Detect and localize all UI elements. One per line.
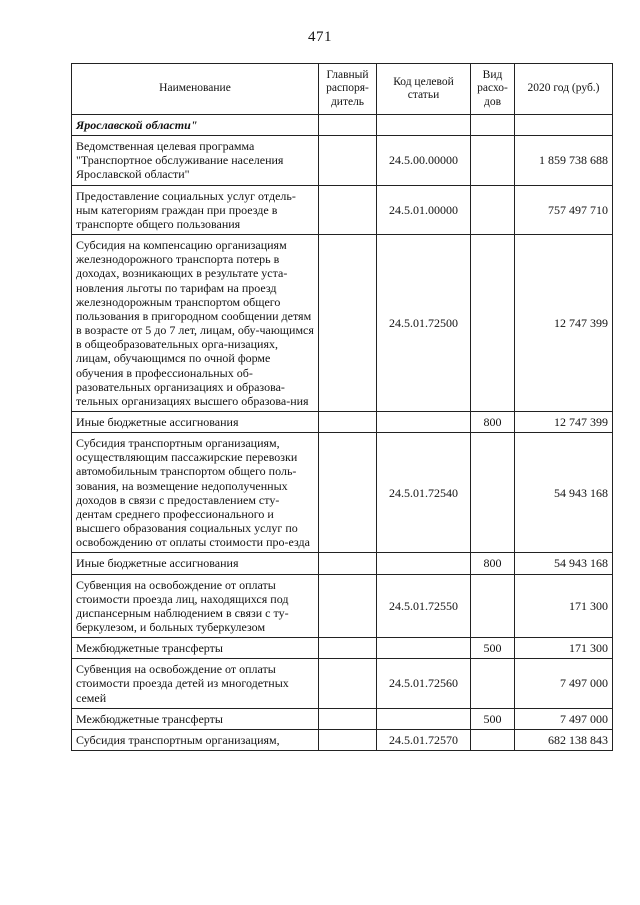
table-row [72, 659, 613, 708]
cell-name: Ведомственная целевая программа "Транспортное обслуживание населения Ярославской области" [72, 136, 319, 185]
cell-admin [319, 729, 377, 750]
cell-code: 24.5.01.72570 [377, 729, 471, 750]
cell-name: Межбюджетные трансферты [72, 708, 319, 729]
cell-kind [471, 136, 515, 185]
cell-name: Субвенция на освобождение от оплаты стоимости проезда лиц, находящихся под диспансерным наблюдением в связи с ту-беркулезом, и больных туберкулезом [72, 574, 319, 638]
table-row [72, 235, 613, 412]
cell-kind [471, 659, 515, 708]
table-row [72, 638, 613, 659]
cell-code [377, 553, 471, 574]
header-name: Наименование [72, 64, 319, 115]
table-row [72, 574, 613, 638]
cell-kind [471, 235, 515, 412]
cell-code: 24.5.01.72540 [377, 433, 471, 553]
cell-admin [319, 235, 377, 412]
cell-admin [319, 115, 377, 136]
cell-admin [319, 708, 377, 729]
header-code: Код целевой статьи [377, 64, 471, 115]
cell-name: Субсидия на компенсацию организациям железнодорожного транспорта потерь в доходах, возникающих в результате уста-новления льготы по тарифам на проезд железнодорожным транспортом общего пользования в пригородном сообщении детям в возрасте от 5 до 7 лет, лицам, обу-чающимся в общеобразовательных орга-низациях, лицам, обучающимся по очной форме обучения в профессиональных об-разовательных организациях и образова-тельных организациях высшего образова-ния [72, 235, 319, 412]
cell-admin [319, 638, 377, 659]
cell-code [377, 115, 471, 136]
cell-name: Иные бюджетные ассигнования [72, 553, 319, 574]
cell-kind [471, 729, 515, 750]
table-row [72, 433, 613, 553]
cell-name: Субсидия транспортным организациям, осуществляющим пассажирские перевозки автомобильным транспортом общего поль-зования, на возмещение недополученных доходов в связи с предоставлением сту-дентам среднего профессионального и высшего образования социальных услуг по освобождению от оплаты стоимости про-езда [72, 433, 319, 553]
cell-sum: 54 943 168 [515, 553, 613, 574]
cell-admin [319, 136, 377, 185]
cell-name: Ярославской области" [72, 115, 319, 136]
cell-kind [471, 433, 515, 553]
cell-name: Субсидия транспортным организациям, [72, 729, 319, 750]
header-kind: Вид расхо-дов [471, 64, 515, 115]
header-sum: 2020 год (руб.) [515, 64, 613, 115]
cell-admin [319, 433, 377, 553]
budget-table [71, 63, 613, 751]
table-row [72, 136, 613, 185]
cell-name: Иные бюджетные ассигнования [72, 411, 319, 432]
cell-kind: 800 [471, 553, 515, 574]
cell-sum: 54 943 168 [515, 433, 613, 553]
cell-kind: 800 [471, 411, 515, 432]
cell-admin [319, 659, 377, 708]
cell-admin [319, 574, 377, 638]
cell-code [377, 638, 471, 659]
cell-admin [319, 553, 377, 574]
cell-sum: 757 497 710 [515, 185, 613, 234]
table-row [72, 115, 613, 136]
cell-kind [471, 115, 515, 136]
cell-code: 24.5.01.72550 [377, 574, 471, 638]
cell-code [377, 411, 471, 432]
page-number: 471 [308, 29, 332, 45]
cell-sum: 171 300 [515, 574, 613, 638]
table-row [72, 185, 613, 234]
cell-sum [515, 115, 613, 136]
cell-code: 24.5.01.72560 [377, 659, 471, 708]
cell-sum: 682 138 843 [515, 729, 613, 750]
cell-name: Межбюджетные трансферты [72, 638, 319, 659]
cell-sum: 7 497 000 [515, 659, 613, 708]
cell-code: 24.5.01.72500 [377, 235, 471, 412]
cell-sum: 12 747 399 [515, 411, 613, 432]
table-header-row [72, 64, 613, 115]
table-row [72, 553, 613, 574]
cell-code: 24.5.01.00000 [377, 185, 471, 234]
cell-name: Субвенция на освобождение от оплаты стоимости проезда детей из многодетных семей [72, 659, 319, 708]
header-admin: Главный распоря-дитель [319, 64, 377, 115]
cell-name: Предоставление социальных услуг отдель-ным категориям граждан при проезде в транспорте общего пользования [72, 185, 319, 234]
cell-admin [319, 185, 377, 234]
cell-admin [319, 411, 377, 432]
cell-kind [471, 185, 515, 234]
cell-sum: 171 300 [515, 638, 613, 659]
cell-sum: 7 497 000 [515, 708, 613, 729]
cell-code [377, 708, 471, 729]
table-body [72, 115, 613, 751]
cell-sum: 12 747 399 [515, 235, 613, 412]
table-row [72, 411, 613, 432]
table-row [72, 708, 613, 729]
table-row [72, 729, 613, 750]
cell-kind: 500 [471, 708, 515, 729]
cell-kind: 500 [471, 638, 515, 659]
cell-kind [471, 574, 515, 638]
cell-code: 24.5.00.00000 [377, 136, 471, 185]
cell-sum: 1 859 738 688 [515, 136, 613, 185]
